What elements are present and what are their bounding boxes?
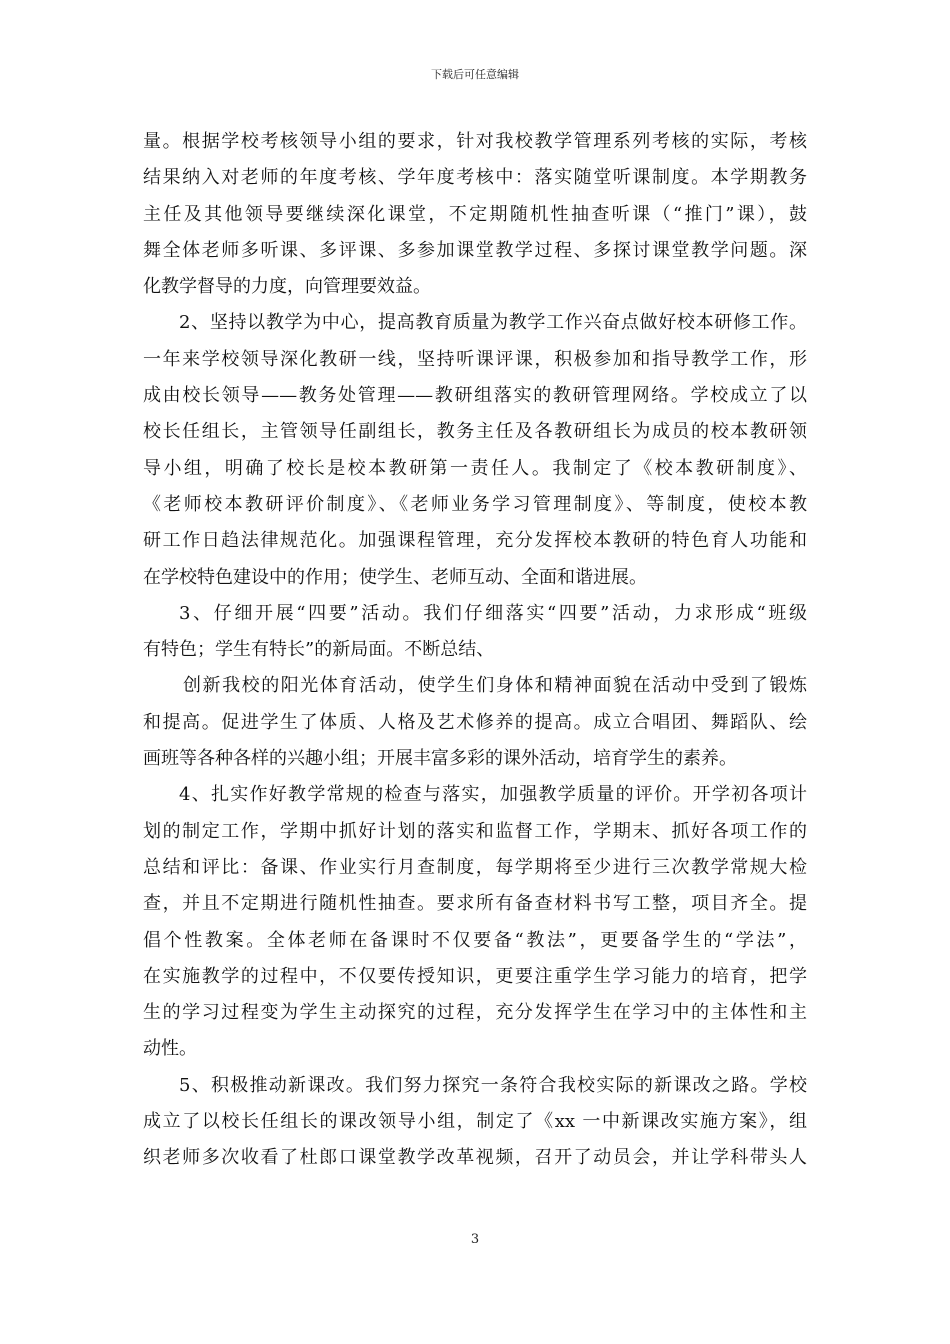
text-line: 主任及其他领导要继续深化课堂，不定期随机性抽查听课（“推门”课），鼓 <box>143 203 807 225</box>
text-line: 化教学督导的力度，向管理要效益。 <box>143 276 431 298</box>
text-line: 有特色；学生有特长”的新局面。不断总结、 <box>143 639 495 661</box>
page-number: 3 <box>470 1232 480 1247</box>
text-line: 织老师多次收看了杜郎口课堂教学改革视频，召开了动员会，并让学科带头人 <box>143 1147 807 1169</box>
text-line: 导小组，明确了校长是校本教研第一责任人。我制定了《校本教研制度》、 <box>143 457 807 479</box>
paragraph-start-line: 4、扎实作好教学常规的检查与落实，加强教学质量的评价。开学初各项计 <box>179 784 807 806</box>
text-line: 成立了以校长任组长的课改领导小组，制定了《xx 一中新课改实施方案》，组 <box>143 1111 807 1133</box>
text-line: 动性。 <box>143 1038 197 1060</box>
text-line: 量。根据学校考核领导小组的要求，针对我校教学管理系列考核的实际，考核 <box>143 131 807 152</box>
text-line: 在实施教学的过程中，不仅要传授知识，更要注重学生学习能力的培育，把学 <box>143 965 807 987</box>
text-line: 在学校特色建设中的作用；使学生、老师互动、全面和谐进展。 <box>143 566 647 588</box>
text-line: 《老师校本教研评价制度》、《老师业务学习管理制度》、等制度，使校本教 <box>143 493 807 515</box>
text-line: 一年来学校领导深化教研一线，坚持听课评课，积极参加和指导教学工作，形 <box>143 348 807 370</box>
text-line: 查，并且不定期进行随机性抽查。要求所有备查材料书写工整，项目齐全。提 <box>143 893 807 915</box>
text-line: 划的制定工作，学期中抓好计划的落实和监督工作，学期末、抓好各项工作的 <box>143 820 807 842</box>
text-line: 校长任组长，主管领导任副组长，教务主任及各教研组长为成员的校本教研领 <box>143 421 807 443</box>
text-line: 总结和评比：备课、作业实行月查制度，每学期将至少进行三次教学常规大检 <box>143 856 807 878</box>
paragraph-start-line: 5、积极推动新课改。我们努力探究一条符合我校实际的新课改之路。学校 <box>179 1074 807 1096</box>
document-body <box>143 124 807 1177</box>
page-header: 下载后可任意编辑 <box>431 68 519 81</box>
text-line: 成由校长领导——教务处管理——教研组落实的教研管理网络。学校成立了以 <box>143 385 807 407</box>
paragraph-start-line: 创新我校的阳光体育活动，使学生们身体和精神面貌在活动中受到了锻炼 <box>183 675 807 697</box>
text-line: 生的学习过程变为学生主动探究的过程，充分发挥学生在学习中的主体性和主 <box>143 1002 807 1024</box>
text-line: 舞全体老师多听课、多评课、多参加课堂教学过程、多探讨课堂教学问题。深 <box>143 239 807 261</box>
text-line: 画班等各种各样的兴趣小组；开展丰富多彩的课外活动，培育学生的素养。 <box>143 748 737 770</box>
text-line: 和提高。促进学生了体质、人格及艺术修养的提高。成立合唱团、舞蹈队、绘 <box>143 711 807 733</box>
paragraph-start-line: 3、仔细开展“四要”活动。我们仔细落实“四要”活动，力求形成“班级 <box>179 602 807 624</box>
text-line: 倡个性教案。全体老师在备课时不仅要备“教法”，更要备学生的“学法”， <box>143 929 807 951</box>
text-line: 研工作日趋法律规范化。加强课程管理，充分发挥校本教研的特色育人功能和 <box>143 530 807 552</box>
text-line: 结果纳入对老师的年度考核、学年度考核中：落实随堂听课制度。本学期教务 <box>143 167 807 189</box>
paragraph-start-line: 2、坚持以教学为中心，提高教育质量为教学工作兴奋点做好校本研修工作。 <box>179 312 807 334</box>
